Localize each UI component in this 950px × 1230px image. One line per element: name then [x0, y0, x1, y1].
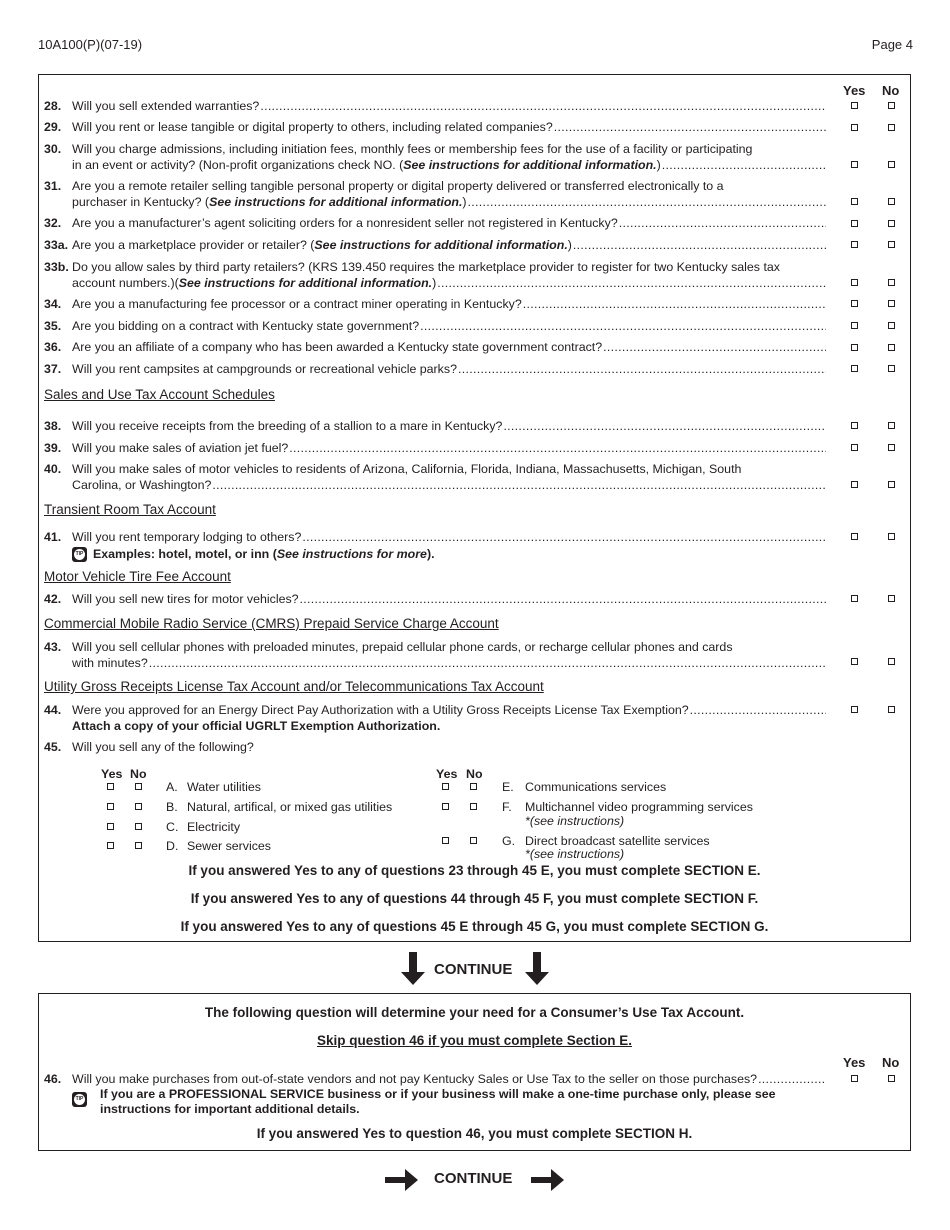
question-text: Will you sell cellular phones with preloaded minutes, prepaid cellular phone cards, or recharge cellular phones and cards: [72, 640, 733, 654]
q45f-letter: F.: [502, 800, 512, 814]
q37-yes-checkbox[interactable]: [851, 365, 858, 372]
question-number: 44.: [44, 703, 62, 717]
question-text: Will you sell extended warranties?: [72, 99, 260, 113]
question-text: with minutes?: [72, 655, 148, 670]
question-30: [44, 142, 826, 173]
question-text: Will you sell new tires for motor vehicles?: [72, 592, 299, 606]
q30-no-checkbox[interactable]: [888, 161, 895, 168]
q39-no-checkbox[interactable]: [888, 444, 895, 451]
question-number: 42.: [44, 592, 62, 606]
yes-header: Yes: [843, 83, 866, 98]
skip-note: Skip question 46 if you must complete Section E.: [316, 1033, 633, 1048]
question-text: Will you rent campsites at campgrounds or recreational vehicle parks?: [72, 362, 457, 376]
question-number: 33a.: [44, 238, 69, 252]
instruction-section-f: If you answered Yes to any of questions 44 through 45 F, you must complete SECTION F.: [190, 891, 759, 906]
q31-yes-checkbox[interactable]: [851, 198, 858, 205]
q37-no-checkbox[interactable]: [888, 365, 895, 372]
question-text: ): [432, 275, 437, 290]
q42-yes-checkbox[interactable]: [851, 595, 858, 602]
q45g-yes-checkbox[interactable]: [442, 837, 449, 844]
q29-no-checkbox[interactable]: [888, 124, 895, 131]
question-33a: [44, 238, 826, 254]
q45d-yes-checkbox[interactable]: [107, 842, 114, 849]
q41-no-checkbox[interactable]: [888, 533, 895, 540]
q45e-letter: E.: [502, 780, 514, 794]
q45f-yes-checkbox[interactable]: [442, 803, 449, 810]
no-header-46: No: [882, 1055, 900, 1070]
q45g-label: Direct broadcast satellite services: [525, 834, 710, 848]
question-number: 39.: [44, 441, 62, 455]
q45-left-no-header: No: [130, 767, 147, 781]
instruction-section-g: If you answered Yes to any of questions 45 E through 45 G, you must complete SECTION G.: [180, 919, 769, 934]
q45a-letter: A.: [166, 780, 178, 794]
question-number: 41.: [44, 530, 62, 544]
yes-header-46: Yes: [843, 1055, 866, 1070]
q38-yes-checkbox[interactable]: [851, 422, 858, 429]
q45e-no-checkbox[interactable]: [470, 783, 477, 790]
q45g-letter: G.: [502, 834, 516, 848]
question-29: [44, 120, 826, 136]
see-instructions-note: See instructions for additional information.: [314, 238, 568, 252]
see-instructions-note: See instructions for additional information.: [209, 194, 463, 209]
q45c-letter: C.: [166, 820, 179, 834]
q45g-no-checkbox[interactable]: [470, 837, 477, 844]
q40-no-checkbox[interactable]: [888, 481, 895, 488]
q45d-letter: D.: [166, 839, 179, 853]
question-text: Will you receive receipts from the breeding of a stallion to a mare in Kentucky?: [72, 419, 503, 433]
q44-no-checkbox[interactable]: [888, 706, 895, 713]
q46-yes-checkbox[interactable]: [851, 1075, 858, 1082]
question-text: Do you allow sales by third party retailers? (KRS 139.450 requires the marketplace provider to register for two Kentucky sales tax: [72, 260, 780, 274]
question-text: Will you rent or lease tangible or digital property to others, including related companies?: [72, 120, 553, 134]
question-text: Are you a manufacturer’s agent soliciting orders for a nonresident seller not registered in Kentucky?: [72, 216, 618, 230]
q41-yes-checkbox[interactable]: [851, 533, 858, 540]
q28-no-checkbox[interactable]: [888, 102, 895, 109]
question-36: [44, 340, 826, 356]
attach-note: Attach a copy of your official UGRLT Exemption Authorization.: [72, 718, 441, 733]
q45a-yes-checkbox[interactable]: [107, 783, 114, 790]
question-text: Are you an affiliate of a company who has been awarded a Kentucky state government contract?: [72, 340, 603, 354]
section-transient-room: Transient Room Tax Account: [44, 502, 216, 517]
arrow-down-icon: [524, 952, 550, 986]
q31-no-checkbox[interactable]: [888, 198, 895, 205]
question-number: 37.: [44, 362, 62, 376]
q29-yes-checkbox[interactable]: [851, 124, 858, 131]
section-utility: Utility Gross Receipts License Tax Account and/or Telecommunications Tax Account: [44, 679, 544, 694]
question-number: 40.: [44, 462, 62, 476]
arrow-right-icon: [531, 1168, 565, 1192]
q45c-no-checkbox[interactable]: [135, 823, 142, 830]
tip-text: If you are a PROFESSIONAL SERVICE business or if your business will make a one-time purchase only, please see instructions for important additional details.: [100, 1087, 776, 1116]
q46-no-checkbox[interactable]: [888, 1075, 895, 1082]
q45a-no-checkbox[interactable]: [135, 783, 142, 790]
q45b-no-checkbox[interactable]: [135, 803, 142, 810]
q39-yes-checkbox[interactable]: [851, 444, 858, 451]
question-46: [44, 1072, 826, 1088]
q43-no-checkbox[interactable]: [888, 658, 895, 665]
q33b-yes-checkbox[interactable]: [851, 279, 858, 286]
q33b-no-checkbox[interactable]: [888, 279, 895, 286]
q45f-no-checkbox[interactable]: [470, 803, 477, 810]
question-number: 45.: [44, 740, 62, 754]
tip-icon: TIP: [72, 547, 87, 562]
q32-no-checkbox[interactable]: [888, 220, 895, 227]
q33a-yes-checkbox[interactable]: [851, 241, 858, 248]
q45g-note: *(see instructions): [525, 847, 625, 861]
question-39: [44, 441, 826, 457]
tip-text: Examples: hotel, motel, or inn (: [93, 546, 277, 561]
arrow-down-icon: [400, 952, 426, 986]
question-45: [44, 740, 826, 756]
question-text: Will you make sales of aviation jet fuel?: [72, 441, 289, 455]
section-tire-fee: Motor Vehicle Tire Fee Account: [44, 569, 231, 584]
section-h-instruction: If you answered Yes to question 46, you must complete SECTION H.: [256, 1126, 693, 1141]
question-number: 34.: [44, 297, 62, 311]
question-41: [44, 530, 826, 562]
question-text: Will you sell any of the following?: [72, 740, 254, 754]
q45b-letter: B.: [166, 800, 178, 814]
q45d-no-checkbox[interactable]: [135, 842, 142, 849]
question-text: Will you charge admissions, including initiation fees, monthly fees or membership fees for the use of a facility or participating: [72, 142, 753, 156]
question-text: Will you make sales of motor vehicles to residents of Arizona, California, Florida, Indiana, Massachusetts, Michigan, South: [72, 462, 742, 476]
question-text: account numbers.)(: [72, 275, 179, 290]
arrow-right-icon: [385, 1168, 419, 1192]
question-text: Are you bidding on a contract with Kentucky state government?: [72, 319, 420, 333]
q46-tip: [72, 1087, 792, 1116]
see-instructions-note: See instructions for additional information.: [403, 157, 657, 172]
q35-yes-checkbox[interactable]: [851, 322, 858, 329]
q36-no-checkbox[interactable]: [888, 344, 895, 351]
question-text: Are you a manufacturing fee processor or a contract miner operating in Kentucky?: [72, 297, 522, 311]
question-44: [44, 703, 826, 734]
question-number: 46.: [44, 1072, 62, 1086]
question-number: 43.: [44, 640, 62, 654]
q34-yes-checkbox[interactable]: [851, 300, 858, 307]
q38-no-checkbox[interactable]: [888, 422, 895, 429]
q33a-no-checkbox[interactable]: [888, 241, 895, 248]
q45e-yes-checkbox[interactable]: [442, 783, 449, 790]
consumer-title: The following question will determine your need for a Consumer’s Use Tax Account.: [204, 1005, 745, 1020]
question-number: 30.: [44, 142, 62, 156]
section-cmrs: Commercial Mobile Radio Service (CMRS) Prepaid Service Charge Account: [44, 616, 499, 631]
question-number: 38.: [44, 419, 62, 433]
question-number: 36.: [44, 340, 62, 354]
question-number: 29.: [44, 120, 62, 134]
question-38: [44, 419, 826, 435]
form-id: 10A100(P)(07-19): [38, 37, 143, 52]
instruction-section-e: If you answered Yes to any of questions 23 through 45 E, you must complete SECTION E.: [188, 863, 761, 878]
q45f-note: *(see instructions): [525, 814, 625, 828]
question-40: [44, 462, 826, 493]
q42-no-checkbox[interactable]: [888, 595, 895, 602]
continue-label-down: CONTINUE: [434, 961, 513, 978]
q45-right-no-header: No: [466, 767, 483, 781]
see-instructions-note: See instructions for additional information.: [178, 275, 433, 290]
q45f-label: Multichannel video programming services: [525, 800, 753, 814]
question-31: [44, 179, 826, 210]
q45d-label: Sewer services: [187, 839, 272, 853]
question-35: [44, 319, 826, 335]
question-text: ): [462, 194, 467, 209]
page-number: Page 4: [871, 37, 913, 52]
q30-yes-checkbox[interactable]: [851, 161, 858, 168]
question-text: ): [567, 238, 572, 252]
no-header: No: [882, 83, 900, 98]
q45-left-yes-header: Yes: [101, 767, 123, 781]
continue-label-right: CONTINUE: [434, 1170, 513, 1187]
question-42: [44, 592, 826, 608]
question-34: [44, 297, 826, 313]
question-text: Were you approved for an Energy Direct Pay Authorization with a Utility Gross Receipts License Tax Exemption?: [72, 703, 689, 717]
question-text: Are you a marketplace provider or retailer? (: [72, 238, 315, 252]
q35-no-checkbox[interactable]: [888, 322, 895, 329]
q36-yes-checkbox[interactable]: [851, 344, 858, 351]
q28-yes-checkbox[interactable]: [851, 102, 858, 109]
question-32: [44, 216, 826, 232]
question-text: in an event or activity? (Non-profit organizations check NO. (: [72, 157, 404, 172]
question-text: ): [656, 157, 661, 172]
q44-yes-checkbox[interactable]: [851, 706, 858, 713]
q45e-label: Communications services: [525, 780, 667, 794]
question-33b: [44, 260, 826, 291]
q45b-yes-checkbox[interactable]: [107, 803, 114, 810]
question-text: Are you a remote retailer selling tangible personal property or digital property delivered or transferred electronically to a: [72, 179, 724, 193]
q40-yes-checkbox[interactable]: [851, 481, 858, 488]
question-28: [44, 99, 826, 115]
question-number: 32.: [44, 216, 62, 230]
see-instructions-note: See instructions for more: [276, 546, 427, 561]
question-text: Will you make purchases from out-of-state vendors and not pay Kentucky Sales or Use Tax to the seller on those purchases?: [72, 1072, 758, 1086]
q45b-label: Natural, artifical, or mixed gas utilities: [187, 800, 393, 814]
question-37: [44, 362, 826, 378]
q32-yes-checkbox[interactable]: [851, 220, 858, 227]
section-sales-use: Sales and Use Tax Account Schedules: [44, 387, 275, 402]
q45c-yes-checkbox[interactable]: [107, 823, 114, 830]
tip-text: ).: [426, 546, 435, 561]
q45-right-yes-header: Yes: [436, 767, 458, 781]
q45a-label: Water utilities: [187, 780, 261, 794]
q45c-label: Electricity: [187, 820, 241, 834]
q43-yes-checkbox[interactable]: [851, 658, 858, 665]
question-number: 33b.: [44, 260, 69, 274]
question-number: 35.: [44, 319, 62, 333]
question-number: 31.: [44, 179, 62, 193]
question-43: [44, 640, 826, 671]
question-text: purchaser in Kentucky? (: [72, 194, 210, 209]
question-number: 28.: [44, 99, 62, 113]
question-text: Will you rent temporary lodging to others?: [72, 530, 302, 544]
question-text: Carolina, or Washington?: [72, 477, 212, 492]
q34-no-checkbox[interactable]: [888, 300, 895, 307]
tip-icon: TIP: [72, 1092, 87, 1107]
